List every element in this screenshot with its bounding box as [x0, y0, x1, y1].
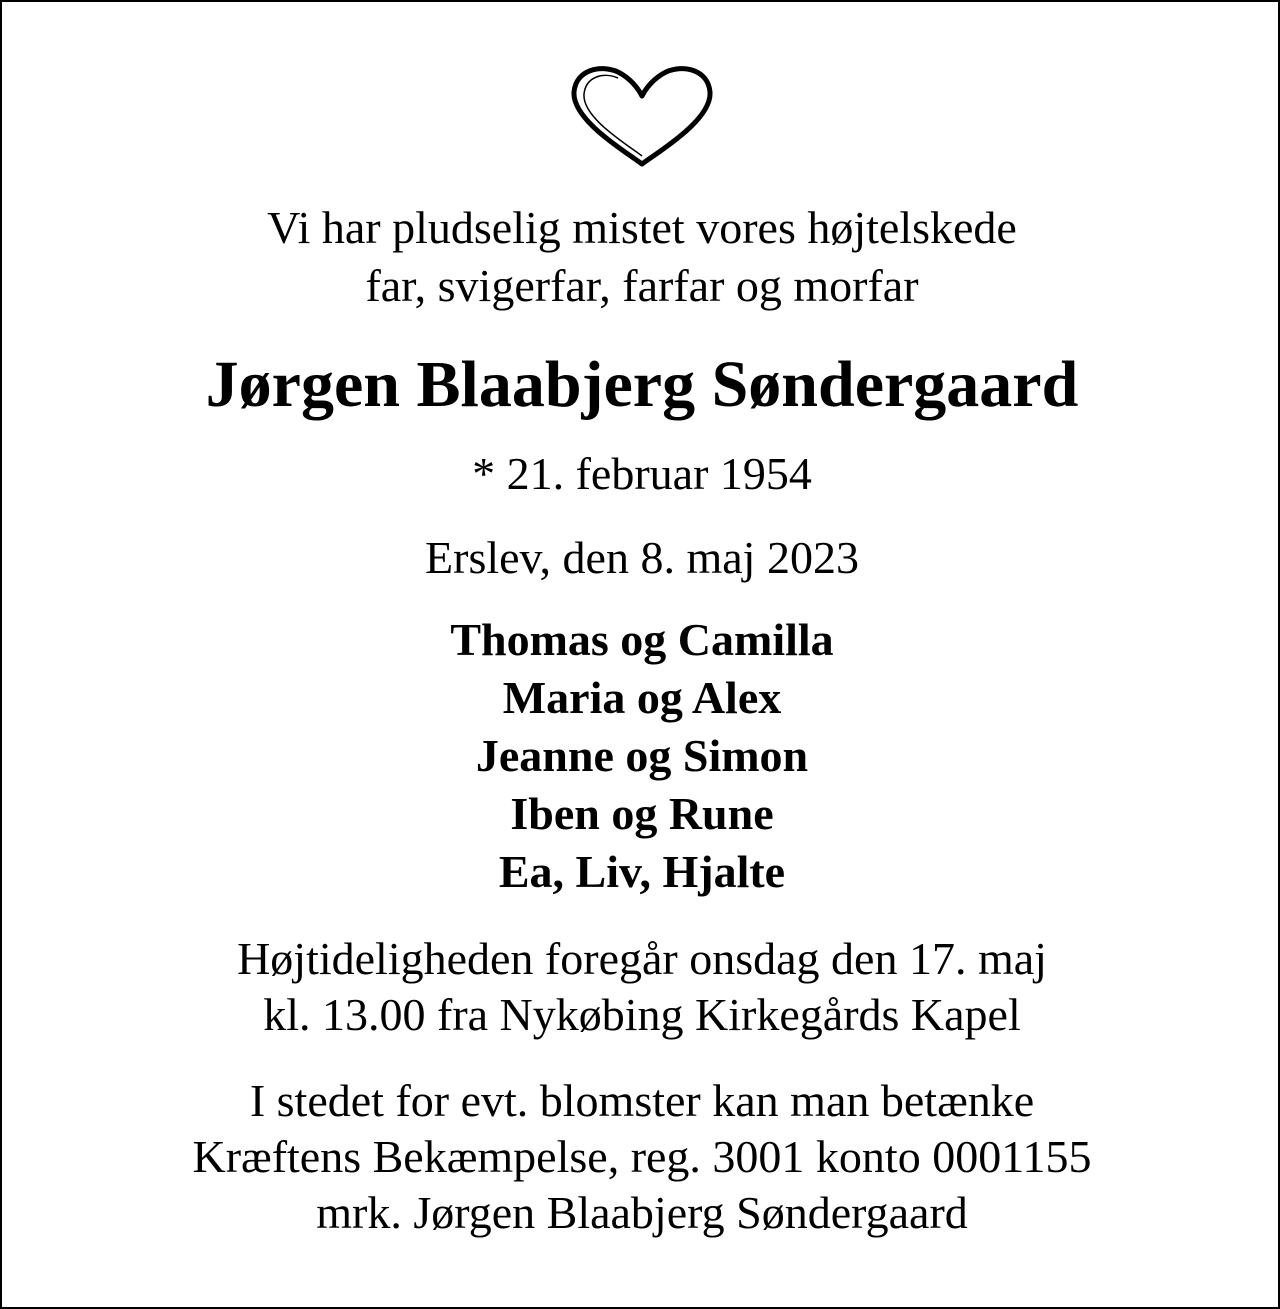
family-line-3: Jeanne og Simon — [475, 730, 809, 781]
intro-line-1: Vi har pludselig mistet vores højtelskede — [267, 202, 1017, 253]
donation-line-3: mrk. Jørgen Blaabjerg Søndergaard — [316, 1187, 968, 1238]
family-line-4: Iben og Rune — [510, 788, 774, 839]
birth-date: * 21. februar 1954 — [472, 448, 812, 499]
service-line-2: kl. 13.00 fra Nykøbing Kirkegårds Kapel — [263, 989, 1021, 1040]
family-line-2: Maria og Alex — [502, 672, 782, 723]
family-line-5: Ea, Liv, Hjalte — [498, 846, 786, 897]
donation-line-1: I stedet for evt. blomster kan man betænke — [249, 1075, 1035, 1126]
deceased-name: Jørgen Blaabjerg Søndergaard — [205, 348, 1079, 421]
place-and-date: Erslev, den 8. maj 2023 — [425, 532, 859, 583]
family-line-1: Thomas og Camilla — [450, 614, 834, 665]
service-line-1: Højtideligheden foregår onsdag den 17. maj — [237, 933, 1047, 984]
donation-line-2: Kræftens Bekæmpelse, reg. 3001 konto 0001155 — [192, 1131, 1092, 1182]
intro-line-2: far, svigerfar, farfar og morfar — [365, 260, 919, 311]
heart-icon — [562, 60, 722, 175]
